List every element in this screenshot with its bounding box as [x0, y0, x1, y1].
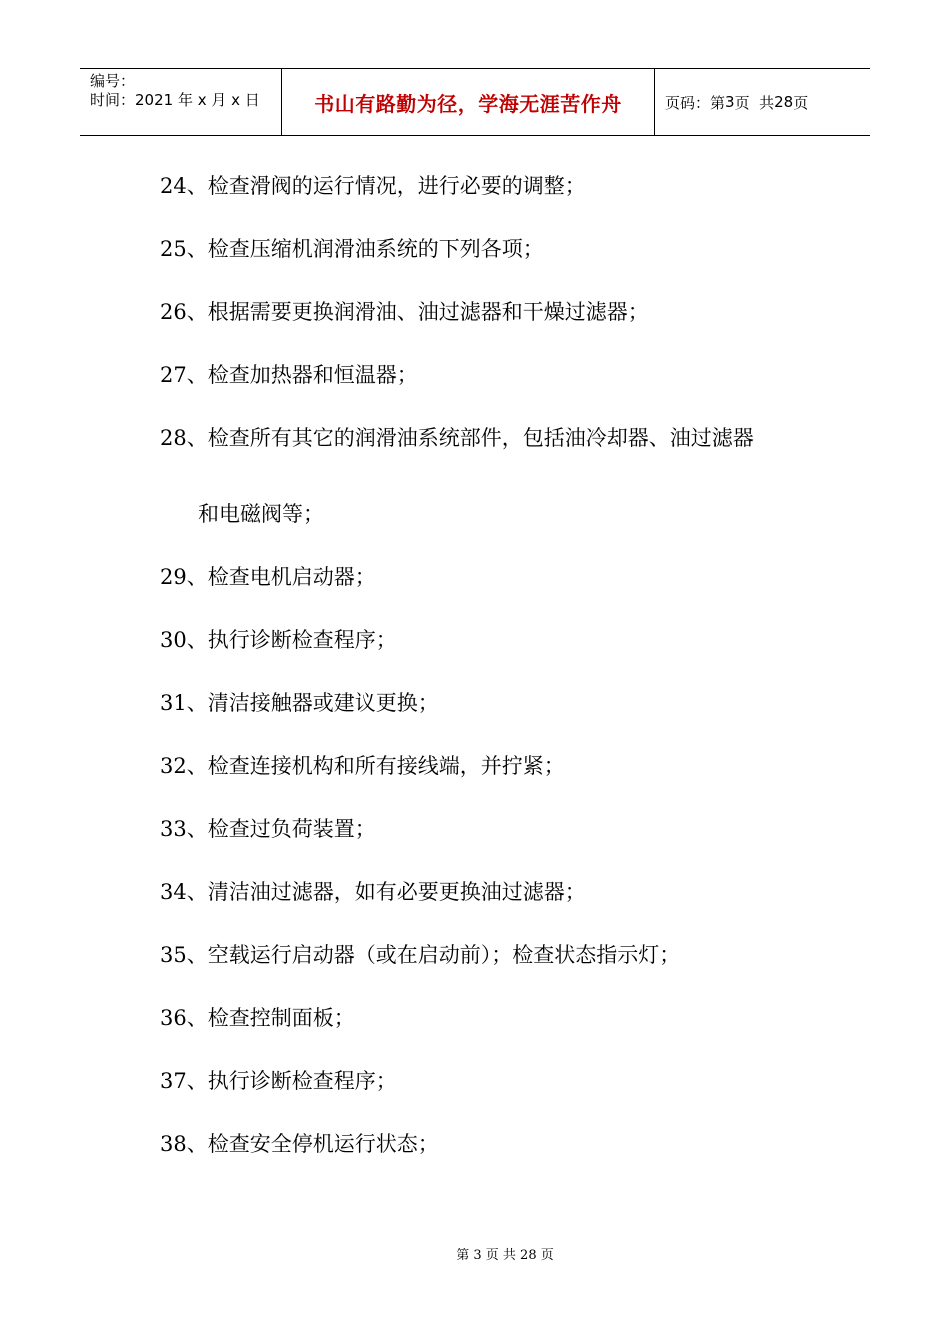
document-body — [160, 164, 860, 1185]
list-item: 36、检查控制面板； — [160, 1006, 355, 1030]
list-item: 38、检查安全停机运行状态； — [160, 1132, 439, 1156]
list-item: 29、检查电机启动器； — [160, 565, 376, 589]
list-item: 24、检查滑阀的运行情况，进行必要的调整； — [160, 174, 586, 198]
header-table — [80, 68, 870, 136]
list-item: 26、根据需要更换润滑油、油过滤器和干燥过滤器； — [160, 300, 649, 324]
list-item: 28、检查所有其它的润滑油系统部件，包括油冷却器、油过滤器 — [160, 426, 754, 450]
page-footer — [0, 1244, 950, 1263]
number-label: 编号： — [90, 72, 136, 90]
list-item-continuation: 和电磁阀等； — [198, 502, 324, 526]
list-item: 35、空载运行启动器（或在启动前）；检查状态指示灯； — [160, 943, 681, 967]
page-suffix: 页 — [793, 93, 809, 112]
header-page-info — [655, 69, 870, 135]
footer-page-text: 第 3 页 共 28 页 — [456, 1248, 554, 1263]
date-label: 时间：2021 年 x 月 x 日 — [90, 91, 260, 109]
list-item: 25、检查压缩机润滑油系统的下列各项； — [160, 237, 544, 261]
list-item: 31、清洁接触器或建议更换； — [160, 691, 439, 715]
page-total: 28 — [774, 93, 794, 111]
list-item: 27、检查加热器和恒温器； — [160, 363, 418, 387]
page-mid: 页 共 — [734, 93, 775, 112]
list-item: 34、清洁油过滤器，如有必要更换油过滤器； — [160, 880, 586, 904]
page-number: 3 — [725, 93, 735, 111]
list-item: 32、检查连接机构和所有接线端，并拧紧； — [160, 754, 565, 778]
header-left-cell — [80, 69, 282, 135]
list-item: 37、执行诊断检查程序； — [160, 1069, 397, 1093]
motto: 书山有路勤为径，学海无涯苦作舟 — [282, 69, 655, 135]
page-prefix: 页码：第 — [665, 93, 726, 112]
list-item: 33、检查过负荷装置； — [160, 817, 376, 841]
list-item: 30、执行诊断检查程序； — [160, 628, 397, 652]
